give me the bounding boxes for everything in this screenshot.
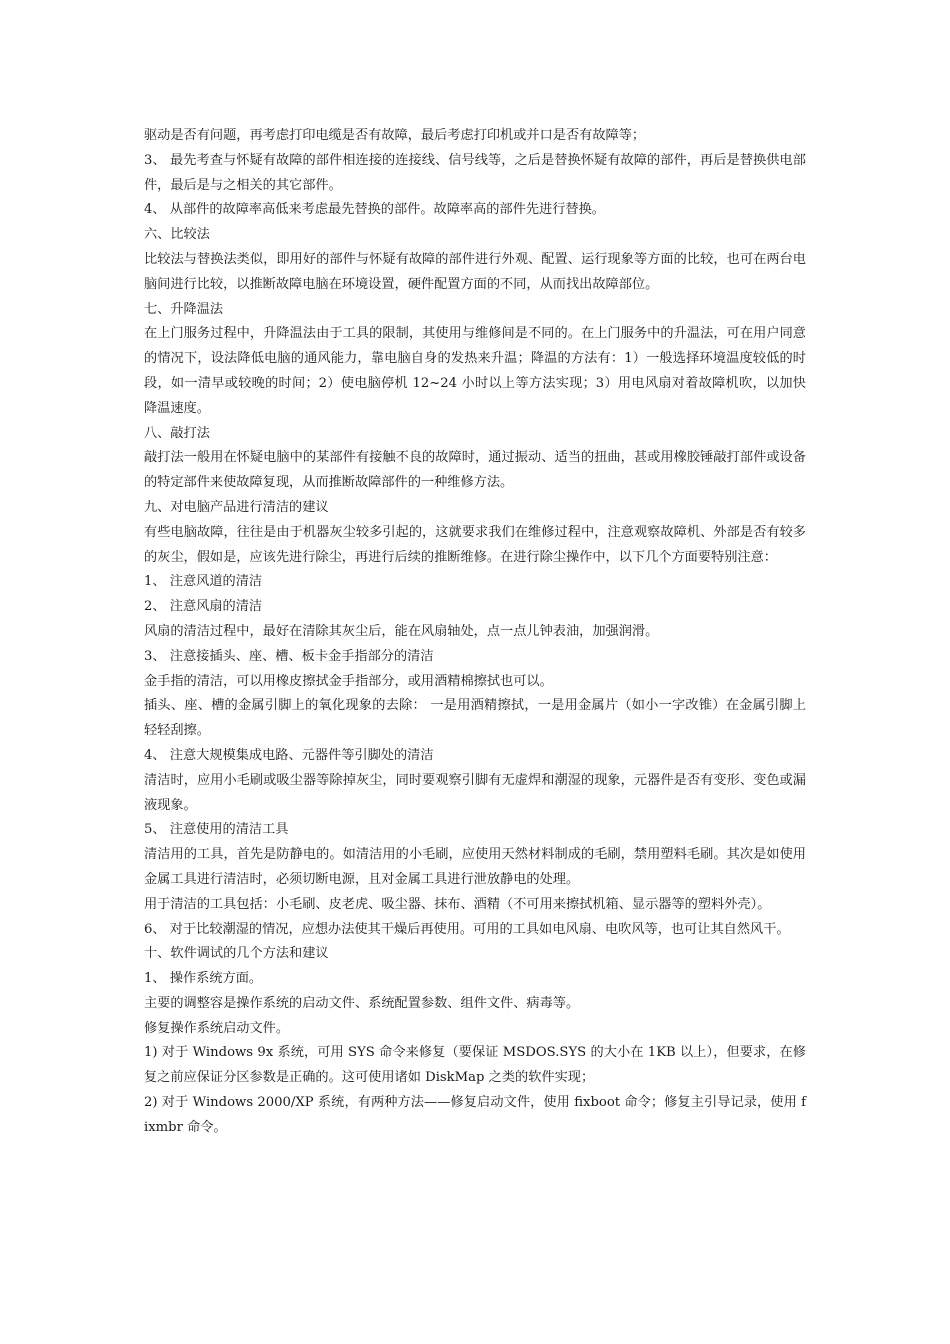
section-heading: 六、比较法 bbox=[144, 227, 210, 243]
paragraph: 清洁用的工具，首先是防静电的。如清洁用的小毛刷，应使用天然材料制成的毛刷，禁用塑料毛刷。其次是如使用金属工具进行清洁时，必须切断电源，且对金属工具进行泄放静电的处理。 bbox=[144, 847, 806, 887]
document-body bbox=[144, 124, 806, 1141]
paragraph: 敲打法一般用在怀疑电脑中的某部件有接触不良的故障时，通过振动、适当的扭曲，甚或用橡胶锤敲打部件或设备的特定部件来使故障复现，从而推断故障部件的一种维修方法。 bbox=[144, 450, 806, 491]
section-heading: 七、升降温法 bbox=[144, 301, 224, 317]
list-item: 4、 从部件的故障率高低来考虑最先替换的部件。故障率高的部件先进行替换。 bbox=[144, 202, 605, 218]
subsection-heading: 3、 注意接插头、座、槽、板卡金手指部分的清洁 bbox=[144, 648, 434, 664]
paragraph: 修复操作系统启动文件。 bbox=[144, 1020, 290, 1036]
subsection-heading: 1、 操作系统方面。 bbox=[144, 971, 263, 987]
paragraph: 金手指的清洁，可以用橡皮擦拭金手指部分，或用酒精棉擦拭也可以。 bbox=[144, 673, 553, 689]
list-item: 6、 对于比较潮湿的情况，应想办法使其干燥后再使用。可用的工具如电风扇、电吹风等，也可让其自然风干。 bbox=[144, 921, 790, 937]
list-item: 3、 最先考查与怀疑有故障的部件相连接的连接线、信号线等，之后是替换怀疑有故障的部件，再后是替换供电部件，最后是与之相关的其它部件。 bbox=[144, 152, 806, 193]
paragraph: 清洁时，应用小毛刷或吸尘器等除掉灰尘，同时要观察引脚有无虚焊和潮湿的现象，元器件是否有变形、变色或漏液现象。 bbox=[144, 772, 806, 813]
paragraph: 风扇的清洁过程中，最好在清除其灰尘后，能在风扇轴处，点一点儿钟表油，加强润滑。 bbox=[144, 623, 659, 639]
list-item: 2) 对于 Windows 2000/XP 系统，有两种方法——修复启动文件，使用 fixboot 命令；修复主引导记录，使用 fixmbr 命令。 bbox=[144, 1095, 806, 1135]
paragraph: 用于清洁的工具包括：小毛刷、皮老虎、吸尘器、抹布、酒精（不可用来擦拭机箱、显示器等的塑料外壳）。 bbox=[144, 896, 771, 912]
paragraph: 有些电脑故障，往往是由于机器灰尘较多引起的，这就要求我们在维修过程中，注意观察故障机、外部是否有较多的灰尘，假如是，应该先进行除尘，再进行后续的推断维修。在进行除尘操作中，以下几个方面要特别注意： bbox=[144, 524, 806, 565]
subsection-heading: 5、 注意使用的清洁工具 bbox=[144, 822, 289, 838]
paragraph: 插头、座、槽的金属引脚上的氧化现象的去除： 一是用酒精擦拭，一是用金属片（如小一字改锥）在金属引脚上轻轻刮擦。 bbox=[144, 698, 806, 739]
paragraph: 驱动是否有问题，再考虑打印电缆是否有故障，最后考虑打印机或并口是否有故障等； bbox=[144, 128, 646, 143]
section-heading: 八、敲打法 bbox=[144, 425, 210, 441]
section-heading: 十、软件调试的几个方法和建议 bbox=[144, 946, 329, 962]
subsection-heading: 4、 注意大规模集成电路、元器件等引脚处的清洁 bbox=[144, 747, 434, 763]
subsection-heading: 1、 注意风道的清洁 bbox=[144, 574, 263, 590]
subsection-heading: 2、 注意风扇的清洁 bbox=[144, 599, 263, 615]
section-heading: 九、对电脑产品进行清洁的建议 bbox=[144, 499, 329, 515]
paragraph: 主要的调整容是操作系统的启动文件、系统配置参数、组件文件、病毒等。 bbox=[144, 995, 580, 1011]
paragraph: 在上门服务过程中，升降温法由于工具的限制，其使用与维修间是不同的。在上门服务中的升温法，可在用户同意的情况下，设法降低电脑的通风能力，靠电脑自身的发热来升温；降温的方法有：1）一般选择环境温度较低的时段，如一清早或较晚的时间；2）使电脑停机 12~24 小时以上等方法实现；3）用电风扇对着故障机吹，以加快降温速度。 bbox=[144, 326, 806, 416]
list-item: 1) 对于 Windows 9x 系统，可用 SYS 命令来修复（要保证 MSDOS.SYS 的大小在 1KB 以上），但要求，在修复之前应保证分区参数是正确的。这可使用诸如 DiskMap 之类的软件实现； bbox=[144, 1045, 806, 1086]
paragraph: 比较法与替换法类似，即用好的部件与怀疑有故障的部件进行外观、配置、运行现象等方面的比较，也可在两台电脑间进行比较，以推断故障电脑在环境设置，硬件配置方面的不同，从而找出故障部位。 bbox=[144, 251, 806, 292]
